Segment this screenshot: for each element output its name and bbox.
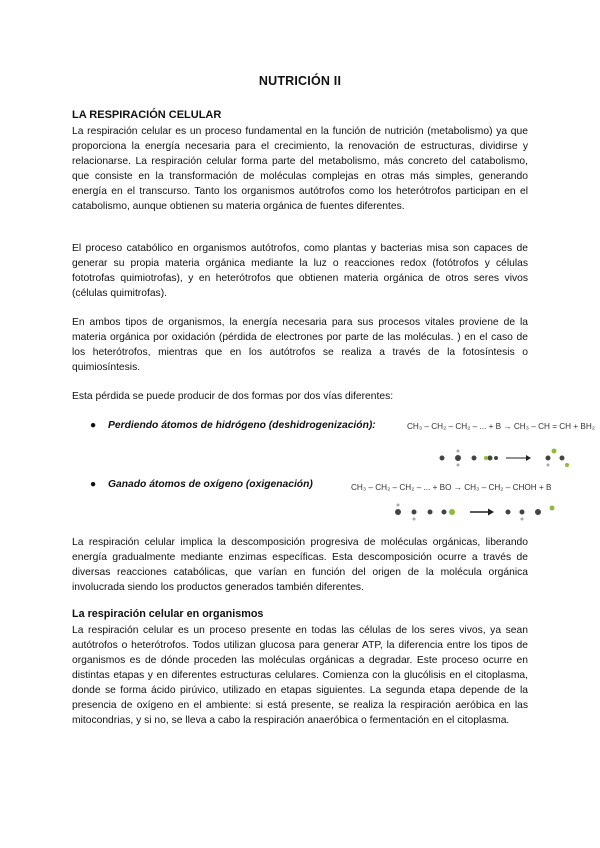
bullet-label-deshidrogenizacion: Perdiendo átomos de hidrógeno (deshidrogenización):	[108, 420, 376, 431]
paragraph-autotrofos: El proceso catabólico en organismos autótrofos, como plantas y bacterias misa son capaces de generar su propia materia orgánica mediante la luz o reacciones redox (fotótrofos y células fototrofas quimiotrofas), y en heterótrofos que obtienen materia orgánica de otros seres vivos (células quimitrofas).	[72, 243, 528, 299]
paragraph-intro: La respiración celular es un proceso fundamental en la función de nutrición (metabolismo) ya que proporciona la energía necesaria para el crecimiento, la renovación de estructuras, dividirse y relacionarse. La respiración celular forma parte del metabolismo, más concreto del catabolismo, que consiste en la transformación de moléculas complejas en otras más simples, generando energía en el transcurso. Tanto los organismos autótrofos como los heterótrofos participan en el catabolismo, aunque obtienen su materia orgánica de fuentes diferentes.	[72, 126, 528, 212]
paragraph-descomposicion: La respiración celular implica la descomposición progresiva de moléculas orgánicas, liberando energía gradualmente mediante enzimas específicas. Esta descomposición ocurre a través de diversas reacciones catabólicas, que varían en función del origen de la molécula orgánica involucrada siendo los productos generados también diferentes.	[72, 537, 528, 593]
molecule-diagram-oxigenacion-icon	[388, 500, 578, 528]
bullet-label-oxigenacion: Ganado átomos de oxígeno (oxigenación)	[108, 479, 313, 490]
formula-deshidrogenizacion: CH₃ – CH₂ – CH₂ – ... + B → CH₃ – CH = CH + BH₂	[407, 422, 595, 431]
section-heading-respiracion-celular: LA RESPIRACIÓN CELULAR	[72, 109, 222, 121]
paragraph-oxidacion: En ambos tipos de organismos, la energía necesaria para sus procesos vitales proviene de la materia orgánica por oxidación (pérdida de electrones por parte de las moléculas. ) en el caso de los heterótrofos, mientras que en los autótrofos se realiza a través de la fotosíntesis o quimiosíntesis.	[72, 317, 528, 373]
molecule-diagram-deshidrogenizacion-icon	[430, 443, 580, 475]
paragraph-organismos: La respiración celular es un proceso presente en todas las células de los seres vivos, ya sean autótrofos o heterótrofos. Todos utilizan glucosa para generar ATP, la diferencia entre los tipos de organismos es de dónde proceden las moléculas orgánicas a degradar. Este proceso ocurre en distintas etapas y en diferentes estructuras celulares. Comienza con la glucólisis en el citoplasma, donde se forma ácido pirúvico, utilizado en etapas siguientes. La segunda etapa depende de la presencia de oxígeno en el ambiente: si está presente, se realiza la respiración aeróbica en las mitocondrias, y si no, se lleva a cabo la respiración anaeróbica o fermentación en el citoplasma.	[72, 625, 528, 726]
section-heading-organismos: La respiración celular en organismos	[72, 608, 264, 620]
bullet-marker: ●	[90, 479, 97, 490]
paragraph-dos-formas: Esta pérdida se puede producir de dos formas por dos vías diferentes:	[72, 391, 394, 402]
formula-oxigenacion: CH₃ – CH₂ – CH₂ – ... + BO → CH₃ – CH₂ – CHOH + B	[351, 483, 552, 492]
bullet-marker: ●	[90, 420, 97, 431]
page-title: NUTRICIÓN II	[258, 74, 342, 88]
